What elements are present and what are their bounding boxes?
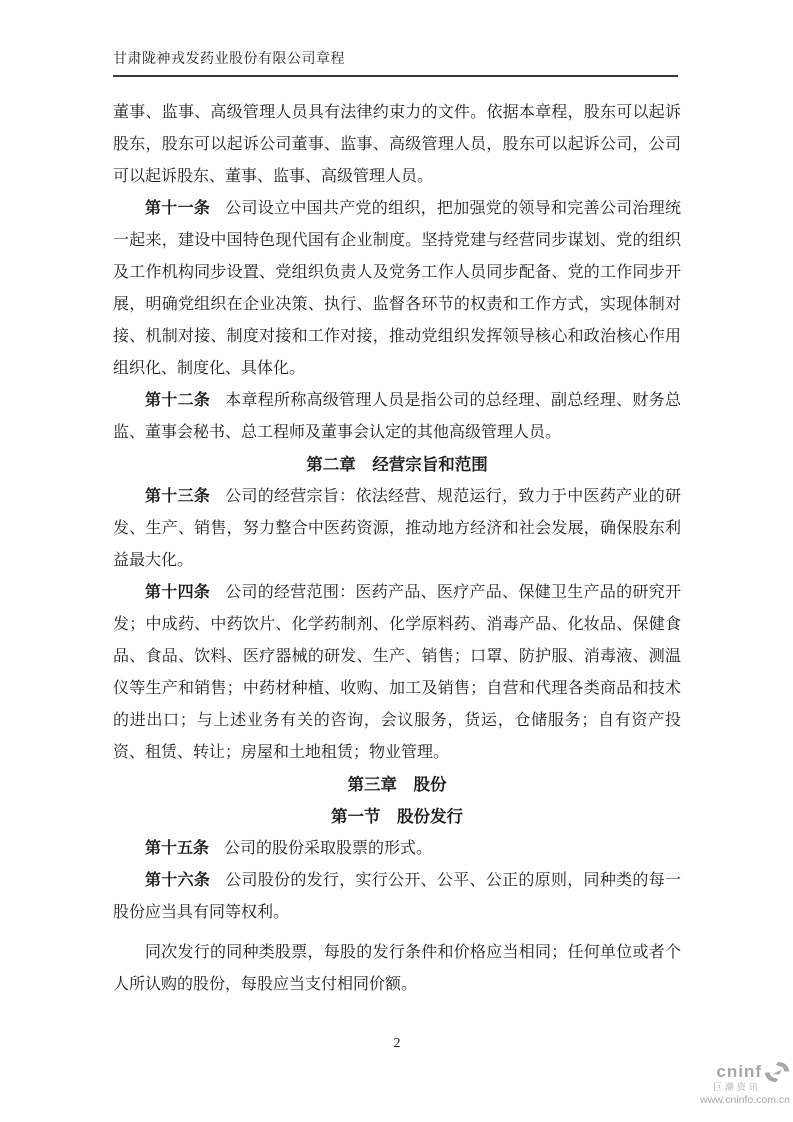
document-body — [113, 97, 681, 1001]
article-14 — [113, 577, 681, 769]
chapter-3-heading: 第三章 股份 — [347, 775, 447, 794]
cninfo-brand-text: cninf — [716, 1061, 762, 1081]
paragraph-continuation: 董事、监事、高级管理人员具有法律约束力的文件。依据本章程，股东可以起诉股东，股东可以起诉公司董事、监事、高级管理人员，股东可以起诉公司，公司可以起诉股东、董事、监事、高级管理人员。 — [113, 104, 681, 185]
article-11 — [113, 193, 681, 385]
article-12 — [113, 385, 681, 449]
article-12-number: 第十二条 — [145, 392, 211, 409]
cninfo-website: www.cninfo.com.cn — [700, 1093, 790, 1106]
article-14-text: 公司的经营范围：医药产品、医疗产品、保健卫生产品的研究开发；中成药、中药饮片、化学药制剂、化学原料药、消毒产品、化妆品、保健食品、食品、饮料、医疗器械的研发、生产、销售；口罩、防护服、消毒液、测温仪等生产和销售；中药材种植、收购、加工及销售；自营和代理各类商品和技术的进出口；与上述业务有关的咨询，会议服务，货运，仓储服务；自有资产投资、租赁、转让；房屋和土地租赁；物业管理。 — [113, 584, 681, 761]
article-14-number: 第十四条 — [145, 584, 211, 601]
article-15-number: 第十五条 — [145, 840, 210, 857]
article-13 — [113, 481, 681, 577]
article-13-number: 第十三条 — [145, 488, 211, 505]
article-11-number: 第十一条 — [145, 200, 211, 217]
article-11-text: 公司设立中国共产党的组织，把加强党的领导和完善公司治理统一起来，建设中国特色现代国有企业制度。坚持党建与经营同步谋划、党的组织及工作机构同步设置、党组织负责人及党务工作人员同步配备、党的工作同步开展，明确党组织在企业决策、执行、监督各环节的权责和工作方式，实现体制对接、机制对接、制度对接和工作对接，推动党组织发挥领导核心和政治核心作用组织化、制度化、具体化。 — [113, 200, 681, 377]
article-16-paragraph-2: 同次发行的同种类股票，每股的发行条件和价格应当相同；任何单位或者个人所认购的股份，每股应当支付相同价额。 — [113, 944, 681, 993]
article-13-text: 公司的经营宗旨：依法经营、规范运行，致力于中医药产业的研发、生产、销售，努力整合中医药资源，推动地方经济和社会发展，确保股东利益最大化。 — [113, 488, 681, 569]
cninfo-watermark — [696, 1062, 792, 1106]
cninfo-logo-icon — [764, 1062, 790, 1082]
cninfo-company-name: 巨潮资讯 — [712, 1082, 761, 1092]
page-number: 2 — [393, 1036, 401, 1051]
document-title: 甘肃陇神戎发药业股份有限公司章程 — [113, 52, 345, 67]
chapter-2-heading: 第二章 经营宗旨和范围 — [306, 455, 488, 474]
article-15 — [113, 833, 681, 865]
article-12-text: 本章程所称高级管理人员是指公司的总经理、副总经理、财务总监、董事会秘书、总工程师及董事会认定的其他高级管理人员。 — [113, 392, 681, 441]
article-16-text: 公司股份的发行，实行公开、公平、公正的原则，同种类的每一股份应当具有同等权利。 — [113, 872, 681, 921]
article-15-text: 公司的股份采取股票的形式。 — [224, 840, 433, 857]
document-header — [113, 48, 678, 77]
section-1-heading: 第一节 股份发行 — [331, 807, 463, 826]
cninfo-brand-row — [696, 1062, 792, 1082]
article-16 — [113, 865, 681, 929]
article-16-number: 第十六条 — [145, 872, 211, 889]
